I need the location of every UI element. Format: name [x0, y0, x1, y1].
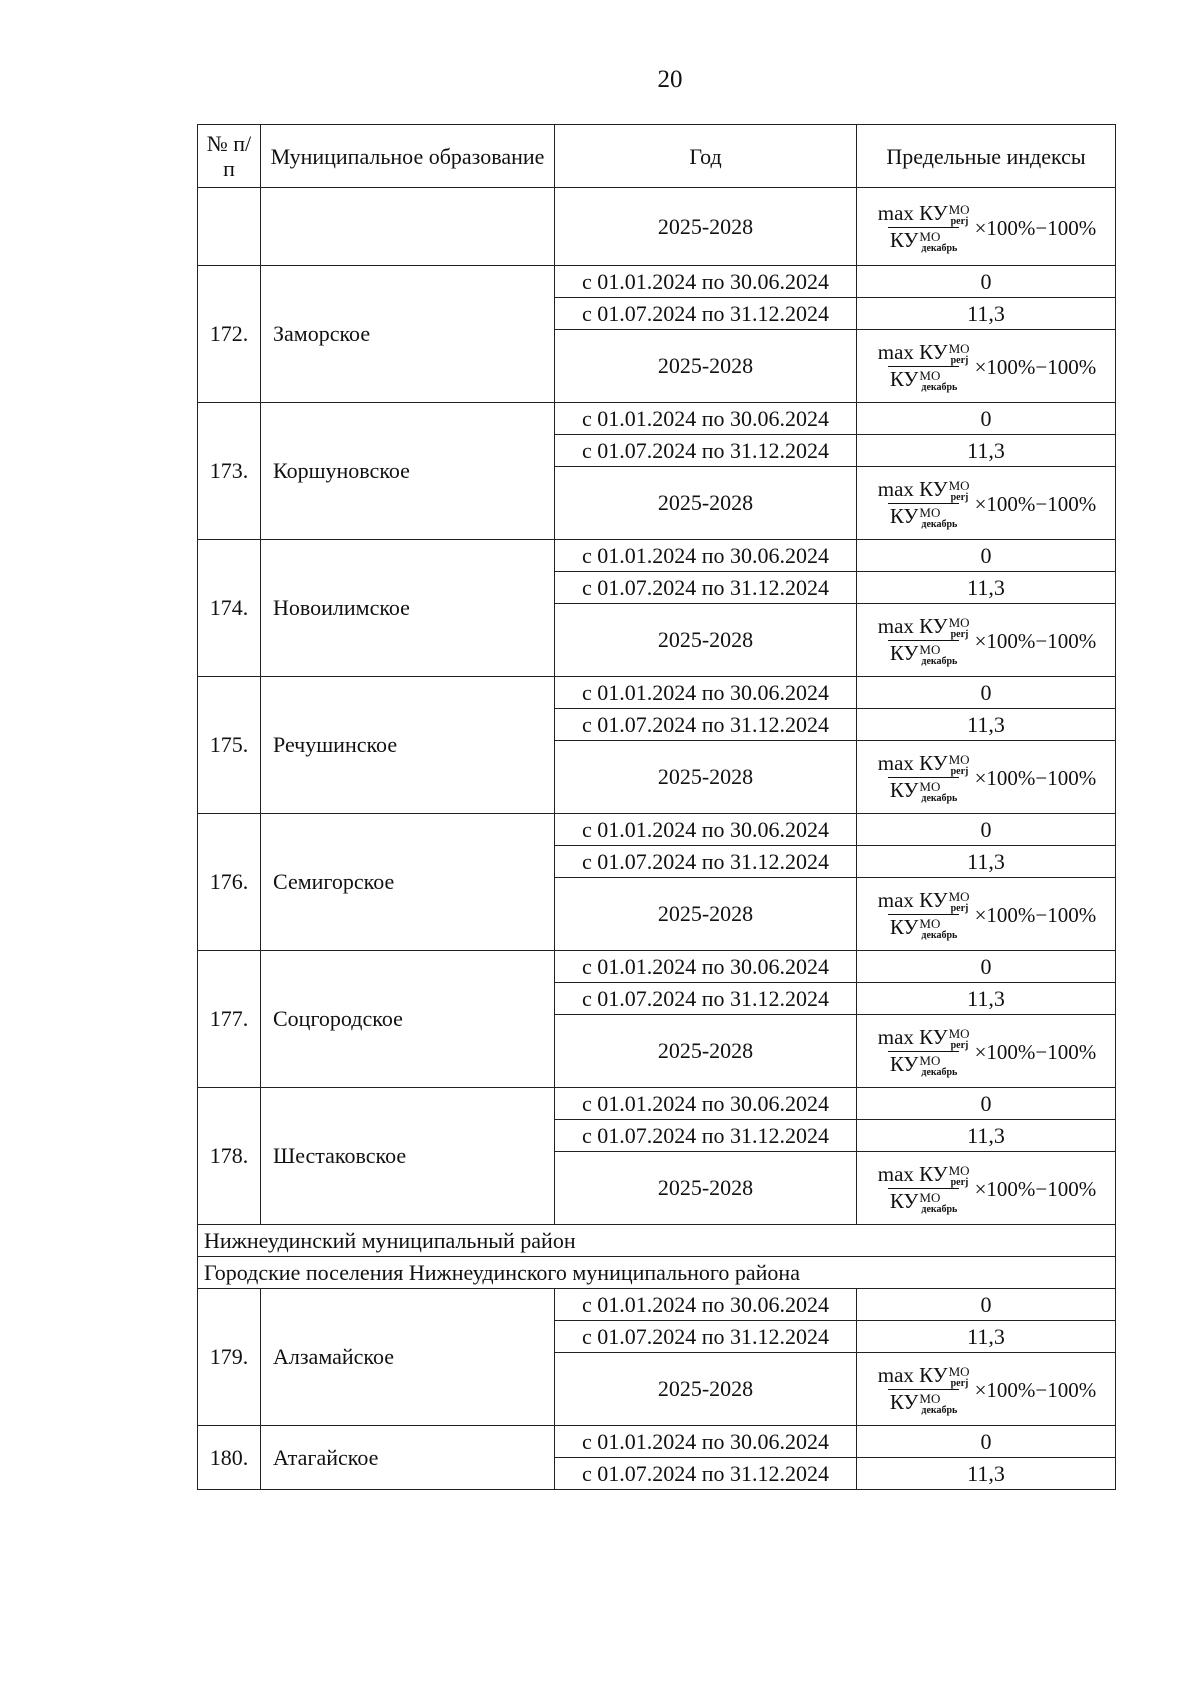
formula-num-sup: МО — [948, 1364, 970, 1379]
fraction — [876, 479, 972, 530]
fraction-denominator — [888, 366, 959, 393]
formula-num-sub: perj — [950, 492, 969, 503]
formula-den-sup: МО — [919, 1190, 941, 1205]
period-cell: с 01.01.2024 по 30.06.2024 — [555, 1289, 857, 1321]
entry-number: 177. — [198, 951, 261, 1088]
fraction-denominator — [888, 1389, 959, 1416]
formula-num-sub: perj — [950, 215, 969, 227]
index-value: 11,3 — [857, 709, 1116, 741]
period-cell: с 01.01.2024 по 30.06.2024 — [555, 540, 857, 572]
fraction — [876, 200, 972, 254]
period-cell: 2025-2028 — [555, 188, 857, 266]
fraction-denominator — [888, 1188, 959, 1215]
table-row — [198, 814, 1116, 846]
formula-num-main: max КУ — [877, 888, 948, 912]
indices-table — [197, 124, 1116, 1490]
period-cell: с 01.07.2024 по 31.12.2024 — [555, 1458, 857, 1490]
fraction-numerator — [876, 200, 972, 227]
period-cell: с 01.01.2024 по 30.06.2024 — [555, 951, 857, 983]
index-value: 11,3 — [857, 1458, 1116, 1490]
formula-den-sub: декабрь — [921, 1405, 958, 1416]
formula-den-sup: МО — [919, 228, 941, 244]
empty-num-cell — [198, 188, 261, 266]
formula-den-sup: МО — [919, 779, 941, 794]
formula-multiplier: ×100%−100% — [974, 1040, 1097, 1064]
period-cell: 2025-2028 — [555, 878, 857, 951]
index-formula — [876, 616, 1097, 667]
formula-num-sup: МО — [948, 889, 970, 904]
period-cell: 2025-2028 — [555, 1015, 857, 1088]
formula-den-main: КУ — [889, 1052, 919, 1076]
period-cell: 2025-2028 — [555, 330, 857, 403]
period-cell: с 01.01.2024 по 30.06.2024 — [555, 1088, 857, 1120]
index-formula — [876, 753, 1097, 804]
period-cell: 2025-2028 — [555, 604, 857, 677]
empty-name-cell — [261, 188, 555, 266]
formula-den-main: КУ — [889, 227, 919, 252]
formula-den-sup: МО — [919, 642, 941, 657]
index-value: 0 — [857, 403, 1116, 435]
entry-number: 175. — [198, 677, 261, 814]
municipality-name: Коршуновское — [261, 403, 555, 540]
index-value: 11,3 — [857, 1321, 1116, 1353]
formula-num-sub: perj — [950, 629, 969, 640]
entry-number: 172. — [198, 266, 261, 403]
index-formula — [876, 479, 1097, 530]
formula-den-main: КУ — [889, 1390, 919, 1414]
fraction-numerator — [876, 479, 972, 503]
formula-num-sub: perj — [950, 766, 969, 777]
formula-den-sup: МО — [919, 1391, 941, 1406]
period-cell: с 01.07.2024 по 31.12.2024 — [555, 572, 857, 604]
fraction-denominator — [888, 914, 959, 941]
formula-num-sup: МО — [948, 1026, 970, 1041]
fraction-numerator — [876, 753, 972, 777]
formula-multiplier: ×100%−100% — [974, 903, 1097, 927]
fraction-numerator — [876, 342, 972, 366]
entry-number: 179. — [198, 1289, 261, 1426]
formula-num-sub: perj — [950, 1177, 969, 1188]
municipality-name: Заморское — [261, 266, 555, 403]
fraction-numerator — [876, 890, 972, 914]
period-cell: 2025-2028 — [555, 1353, 857, 1426]
period-cell: с 01.01.2024 по 30.06.2024 — [555, 1426, 857, 1458]
period-cell: 2025-2028 — [555, 741, 857, 814]
period-cell: с 01.07.2024 по 31.12.2024 — [555, 1120, 857, 1152]
table-row — [198, 403, 1116, 435]
formula-num-sub: perj — [950, 903, 969, 914]
formula-multiplier: ×100%−100% — [974, 355, 1097, 379]
index-formula — [876, 200, 1097, 254]
table-row — [198, 1289, 1116, 1321]
table-row — [198, 266, 1116, 298]
fraction-denominator — [888, 503, 959, 530]
formula-num-main: max КУ — [877, 340, 948, 364]
entry-number: 174. — [198, 540, 261, 677]
index-value: 11,3 — [857, 435, 1116, 467]
continuation-row — [198, 188, 1116, 266]
fraction — [876, 890, 972, 941]
subsection-heading-row — [198, 1257, 1116, 1289]
fraction-denominator — [888, 640, 959, 667]
fraction — [876, 616, 972, 667]
formula-den-main: КУ — [889, 915, 919, 939]
formula-den-sup: МО — [919, 505, 941, 520]
formula-cell — [857, 878, 1116, 951]
formula-den-sub: декабрь — [921, 930, 958, 941]
formula-multiplier: ×100%−100% — [974, 766, 1097, 790]
fraction-denominator — [888, 227, 959, 254]
entry-number: 176. — [198, 814, 261, 951]
formula-num-main: max КУ — [877, 1162, 948, 1186]
formula-multiplier: ×100%−100% — [974, 1378, 1097, 1402]
fraction-denominator — [888, 1051, 959, 1078]
index-value: 11,3 — [857, 846, 1116, 878]
formula-den-sub: декабрь — [921, 382, 958, 393]
index-formula — [876, 1027, 1097, 1078]
period-cell: с 01.01.2024 по 30.06.2024 — [555, 403, 857, 435]
index-value: 11,3 — [857, 572, 1116, 604]
formula-num-sup: МО — [948, 752, 970, 767]
formula-cell — [857, 330, 1116, 403]
index-value: 0 — [857, 1426, 1116, 1458]
municipality-name: Атагайское — [261, 1426, 555, 1490]
page-number: 20 — [657, 66, 683, 93]
municipality-name: Соцгородское — [261, 951, 555, 1088]
formula-num-sub: perj — [950, 355, 969, 366]
index-value: 0 — [857, 814, 1116, 846]
fraction — [876, 1027, 972, 1078]
formula-cell — [857, 467, 1116, 540]
municipality-name: Алзамайское — [261, 1289, 555, 1426]
index-value: 11,3 — [857, 983, 1116, 1015]
district-heading-row — [198, 1225, 1116, 1257]
period-cell: 2025-2028 — [555, 1152, 857, 1225]
entry-number: 180. — [198, 1426, 261, 1490]
formula-den-main: КУ — [889, 778, 919, 802]
fraction — [876, 342, 972, 393]
index-value: 0 — [857, 951, 1116, 983]
index-value: 0 — [857, 266, 1116, 298]
table-row — [198, 677, 1116, 709]
formula-den-main: КУ — [889, 641, 919, 665]
period-cell: с 01.07.2024 по 31.12.2024 — [555, 435, 857, 467]
formula-num-sup: МО — [948, 341, 970, 356]
formula-multiplier: ×100%−100% — [974, 215, 1097, 240]
formula-den-sub: декабрь — [921, 519, 958, 530]
table-row — [198, 951, 1116, 983]
index-formula — [876, 342, 1097, 393]
header-municipality: Муниципальное образование — [261, 125, 555, 188]
formula-cell — [857, 1015, 1116, 1088]
table-row — [198, 540, 1116, 572]
formula-num-sub: perj — [950, 1040, 969, 1051]
subsection-heading: Городские поселения Нижнеудинского муниципального района — [198, 1257, 1116, 1289]
formula-num-sup: МО — [948, 615, 970, 630]
formula-num-main: max КУ — [877, 477, 948, 501]
municipality-name: Новоилимское — [261, 540, 555, 677]
district-heading: Нижнеудинский муниципальный район — [198, 1225, 1116, 1257]
formula-cell — [857, 741, 1116, 814]
formula-num-sup: МО — [948, 478, 970, 493]
period-cell: с 01.01.2024 по 30.06.2024 — [555, 814, 857, 846]
period-cell: с 01.07.2024 по 31.12.2024 — [555, 983, 857, 1015]
formula-num-sup: МО — [948, 1163, 970, 1178]
index-value: 0 — [857, 677, 1116, 709]
formula-num-main: max КУ — [877, 614, 948, 638]
formula-cell — [857, 604, 1116, 677]
table-row — [198, 1088, 1116, 1120]
formula-den-sup: МО — [919, 368, 941, 383]
index-formula — [876, 1365, 1097, 1416]
header-year: Год — [555, 125, 857, 188]
header-indices: Предельные индексы — [857, 125, 1116, 188]
formula-num-main: max КУ — [877, 1363, 948, 1387]
index-value: 0 — [857, 1289, 1116, 1321]
fraction-numerator — [876, 1164, 972, 1188]
formula-num-main: max КУ — [877, 751, 948, 775]
table-row — [198, 1426, 1116, 1458]
fraction — [876, 1164, 972, 1215]
period-cell: 2025-2028 — [555, 467, 857, 540]
formula-den-main: КУ — [889, 1189, 919, 1213]
fraction — [876, 1365, 972, 1416]
formula-den-sub: декабрь — [921, 242, 958, 254]
index-value: 11,3 — [857, 298, 1116, 330]
entry-number: 173. — [198, 403, 261, 540]
index-value: 0 — [857, 1088, 1116, 1120]
formula-den-main: КУ — [889, 504, 919, 528]
formula-cell — [857, 188, 1116, 266]
period-cell: с 01.01.2024 по 30.06.2024 — [555, 677, 857, 709]
index-formula — [876, 890, 1097, 941]
entry-number: 178. — [198, 1088, 261, 1225]
formula-den-sup: МО — [919, 1053, 941, 1068]
formula-den-sub: декабрь — [921, 1067, 958, 1078]
period-cell: с 01.07.2024 по 31.12.2024 — [555, 298, 857, 330]
index-formula — [876, 1164, 1097, 1215]
fraction-numerator — [876, 1365, 972, 1389]
index-value: 11,3 — [857, 1120, 1116, 1152]
formula-num-main: max КУ — [877, 1025, 948, 1049]
formula-multiplier: ×100%−100% — [974, 1177, 1097, 1201]
period-cell: с 01.07.2024 по 31.12.2024 — [555, 709, 857, 741]
formula-multiplier: ×100%−100% — [974, 492, 1097, 516]
formula-num-sup: МО — [948, 201, 970, 217]
formula-cell — [857, 1353, 1116, 1426]
formula-multiplier: ×100%−100% — [974, 629, 1097, 653]
fraction-denominator — [888, 777, 959, 804]
formula-cell — [857, 1152, 1116, 1225]
table-header-row — [198, 125, 1116, 188]
period-cell: с 01.07.2024 по 31.12.2024 — [555, 846, 857, 878]
index-value: 0 — [857, 540, 1116, 572]
fraction-numerator — [876, 1027, 972, 1051]
period-cell: с 01.07.2024 по 31.12.2024 — [555, 1321, 857, 1353]
municipality-name: Семигорское — [261, 814, 555, 951]
header-num: № п/п — [198, 125, 261, 188]
municipality-name: Шестаковское — [261, 1088, 555, 1225]
formula-den-sub: декабрь — [921, 1204, 958, 1215]
formula-den-sub: декабрь — [921, 793, 958, 804]
formula-den-sup: МО — [919, 916, 941, 931]
formula-num-sub: perj — [950, 1378, 969, 1389]
formula-den-main: КУ — [889, 367, 919, 391]
fraction-numerator — [876, 616, 972, 640]
formula-num-main: max КУ — [877, 200, 948, 225]
fraction — [876, 753, 972, 804]
period-cell: с 01.01.2024 по 30.06.2024 — [555, 266, 857, 298]
municipality-name: Речушинское — [261, 677, 555, 814]
formula-den-sub: декабрь — [921, 656, 958, 667]
